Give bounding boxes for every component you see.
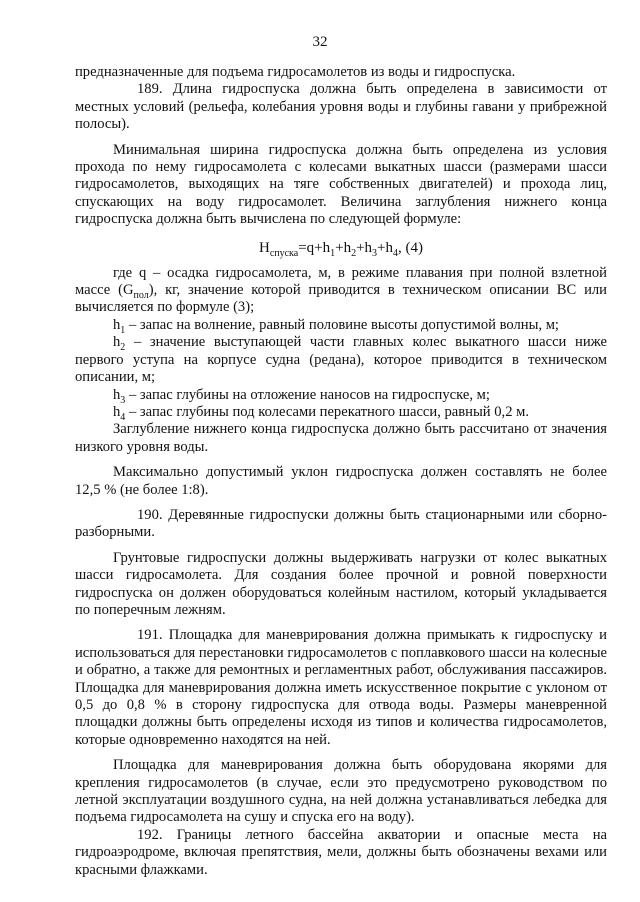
formula-lhs-subscript: спуска bbox=[269, 247, 299, 259]
text-segment: – запас глубины под колесами перекатного шасси, равный 0,2 м. bbox=[125, 403, 530, 420]
paragraph-191: 191. Площадка для маневрирования должна примыкать к гидроспуску и использоваться для перестановки гидросамолетов с поплавкового шасси на колесные и обратно, а также для ремонтных и регламентных работ, обслуживания пассажиров. Площадка для маневрирования должна иметь искусственное покрытие с уклоном от 0,5 до 0,8 % в сторону гидроспуска для отвода воды. Размеры маневренной площадки должны быть определены исходя из типов и количества гидросамолетов, которые одновременно находятся на ней. bbox=[75, 627, 607, 748]
variable-h: h bbox=[113, 386, 121, 403]
paragraph-192: 192. Границы летного бассейна акватории и опасные места на гидроаэродроме, включая препятствия, мели, должны быть обозначены вехами или красными флажками. bbox=[75, 826, 607, 878]
paragraph-h2 bbox=[75, 334, 607, 386]
paragraph-h4 bbox=[75, 404, 607, 421]
paragraph-continuation: предназначенные для подъема гидросамолетов из воды и гидроспуска. bbox=[75, 64, 516, 80]
formula-subscript-4: 4 bbox=[393, 247, 399, 259]
text-segment: ), кг, значение которой приводится в техническом описании ВС или вычисляется по формуле (3); bbox=[75, 282, 607, 316]
formula-subscript-2: 2 bbox=[351, 247, 357, 259]
formula-subscript-1: 1 bbox=[330, 247, 336, 259]
variable-subscript: 1 bbox=[120, 324, 126, 336]
formula-rhs-part: +h bbox=[377, 239, 394, 256]
variable-subscript: 4 bbox=[120, 411, 126, 423]
variable-subscript: 2 bbox=[120, 342, 126, 354]
text-segment: – запас на волнение, равный половине высоты допустимой волны, м; bbox=[125, 316, 559, 333]
paragraph-h1 bbox=[75, 317, 607, 334]
document-body bbox=[75, 64, 607, 879]
variable-h: h bbox=[113, 334, 121, 351]
formula-rhs-part: +h bbox=[335, 239, 352, 256]
formula-subscript-3: 3 bbox=[372, 247, 378, 259]
paragraph-depth-calc: Заглубление нижнего конца гидроспуска должно быть рассчитано от значения низкого уровня воды. bbox=[75, 421, 607, 455]
formula-4 bbox=[75, 239, 607, 257]
paragraph-ground-slipways: Грунтовые гидроспуски должны выдерживать нагрузки от колес выкатных шасси гидросамолета. Для создания более прочной и ровной поверхности гидроспуска он должен оборудоваться колейным настилом, который укладывается по поперечным лежням. bbox=[75, 549, 607, 618]
paragraph-190: 190. Деревянные гидроспуски должны быть стационарными или сборно-разборными. bbox=[75, 506, 607, 541]
formula-number: , (4) bbox=[398, 239, 424, 256]
page-number: 32 bbox=[312, 34, 328, 50]
variable-h: h bbox=[113, 403, 121, 420]
text-segment: – запас глубины на отложение наносов на гидроспуске, м; bbox=[125, 386, 490, 403]
text-segment: – значение выступающей части главных колес выкатного шасси ниже первого уступа на корпусе судна (редана), которое приводится в техническом описании, м; bbox=[75, 334, 607, 386]
paragraph-max-slope: Максимально допустимый уклон гидроспуска должен составлять не более 12,5 % (не более 1:8). bbox=[75, 464, 607, 498]
formula-rhs-part: +h bbox=[356, 239, 373, 256]
subscript-pol: пол bbox=[133, 289, 149, 301]
formula-lhs: H bbox=[258, 239, 270, 256]
text-segment: где q – осадка гидросамолета, м, в режиме плавания при полной взлетной массе (G bbox=[75, 264, 607, 299]
variable-h: h bbox=[113, 316, 121, 333]
paragraph-h3 bbox=[75, 387, 607, 404]
paragraph-anchors: Площадка для маневрирования должна быть оборудована якорями для крепления гидросамолетов (в случае, если это предусмотрено руководством по летной эксплуатации воздушного судна, на ней должна устанавливаться лебедка для подъема гидросамолета на сушу и спуска его на воду). bbox=[75, 757, 607, 826]
paragraph-189: 189. Длина гидроспуска должна быть определена в зависимости от местных условий (рельефа, колебания уровня воды и глубины гавани у прибрежной полосы). bbox=[75, 81, 607, 133]
variable-subscript: 3 bbox=[120, 394, 126, 406]
formula-rhs-part: =q+h bbox=[298, 239, 331, 256]
paragraph-min-width: Минимальная ширина гидроспуска должна быть определена из условия прохода по нему гидросамолета с колесами выкатных шасси (размерами шасси гидросамолетов, выходящих на тяге собственных двигателей) и прохода лиц, спускающих на воду гидросамолет. Величина заглубления нижнего конца гидроспуска должна быть вычислена по следующей формуле: bbox=[75, 141, 607, 228]
paragraph-where-q bbox=[75, 265, 607, 317]
